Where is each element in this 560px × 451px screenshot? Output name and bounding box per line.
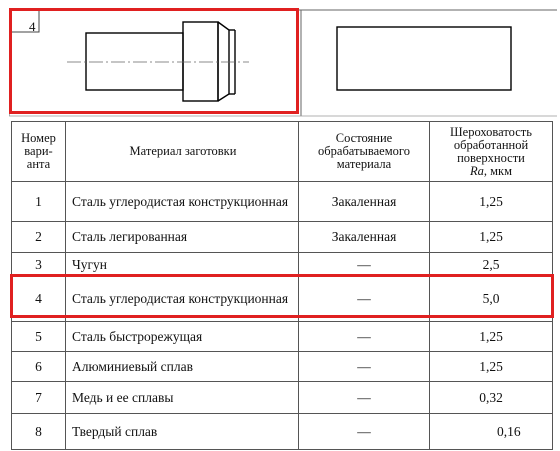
part-drawing <box>9 8 557 118</box>
cell-roughness: 1,25 <box>430 322 553 352</box>
variant-number: 4 <box>29 19 36 34</box>
cell-state: — <box>299 414 430 450</box>
cell-roughness: 5,0 <box>430 277 553 322</box>
cell-roughness: 1,25 <box>430 352 553 382</box>
table-row <box>12 253 553 277</box>
cell-material: Сталь углеродистая конструкционная <box>66 277 299 322</box>
drawing-panel <box>9 8 557 118</box>
cell-material: Сталь быстрорежущая <box>66 322 299 352</box>
shaft-outline <box>86 22 235 101</box>
cell-roughness: 0,16 <box>430 414 553 450</box>
cell-material: Чугун <box>66 253 299 277</box>
cell-state: — <box>299 277 430 322</box>
cell-roughness: 1,25 <box>430 222 553 253</box>
cell-roughness: 1,25 <box>430 182 553 222</box>
cell-material: Сталь легированная <box>66 222 299 253</box>
cell-num: 5 <box>12 322 66 352</box>
cell-roughness: 0,32 <box>430 382 553 414</box>
materials-table <box>11 121 553 450</box>
cell-state: — <box>299 322 430 352</box>
table-row-highlighted <box>12 277 553 322</box>
cell-num: 2 <box>12 222 66 253</box>
cell-material: Алюминиевый сплав <box>66 352 299 382</box>
cell-state: — <box>299 382 430 414</box>
table-header-row <box>12 122 553 182</box>
cell-num: 6 <box>12 352 66 382</box>
header-state: Состояние обрабатываемого материала <box>299 122 430 182</box>
cell-state: — <box>299 253 430 277</box>
table-row <box>12 414 553 450</box>
cell-state: Закаленная <box>299 182 430 222</box>
cell-roughness: 2,5 <box>430 253 553 277</box>
cell-state: Закаленная <box>299 222 430 253</box>
table-row <box>12 322 553 352</box>
header-roughness: Шероховатость обработанной поверхности Ra, мкм <box>430 122 553 182</box>
table-row <box>12 382 553 414</box>
header-material: Материал заготовки <box>66 122 299 182</box>
cell-state: — <box>299 352 430 382</box>
cell-num: 3 <box>12 253 66 277</box>
cell-num: 7 <box>12 382 66 414</box>
cell-num: 4 <box>12 277 66 322</box>
rect-drawing <box>337 27 511 90</box>
cell-material: Твердый сплав <box>66 414 299 450</box>
table-row <box>12 182 553 222</box>
table-row <box>12 352 553 382</box>
cell-num: 8 <box>12 414 66 450</box>
cell-material: Медь и ее сплавы <box>66 382 299 414</box>
table-row <box>12 222 553 253</box>
header-variant-number: Номер вари- анта <box>12 122 66 182</box>
cell-material: Сталь углеродистая конструкционная <box>66 182 299 222</box>
cell-num: 1 <box>12 182 66 222</box>
